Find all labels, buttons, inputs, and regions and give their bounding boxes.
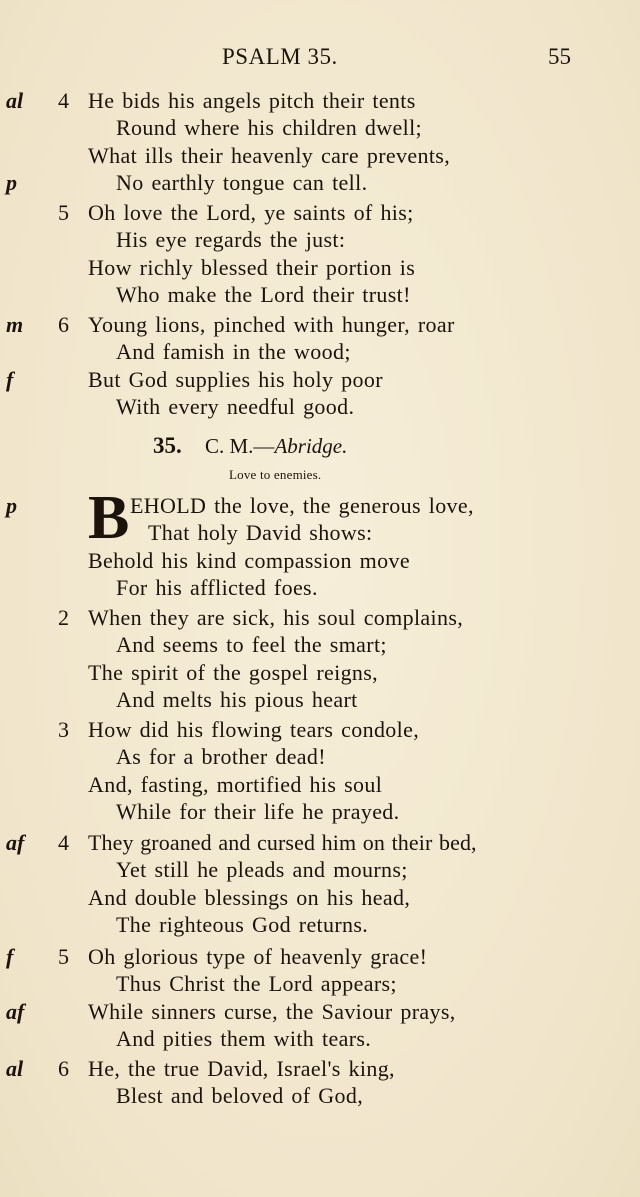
verse-line [0, 143, 640, 171]
verse-line [0, 367, 640, 395]
verse-text: They groaned and cursed him on their bed, [88, 830, 477, 855]
verse-text: As for a brother dead! [116, 744, 326, 769]
verse-text: Blest and beloved of God, [116, 1083, 364, 1108]
verse-line [0, 660, 640, 688]
verse-line [0, 944, 640, 972]
verse-text: Yet still he pleads and mourns; [116, 857, 408, 882]
stanza-number: 2 [58, 605, 69, 630]
verse-text: Behold his kind compassion move [88, 548, 410, 573]
hymn-meter [205, 434, 347, 459]
verse-line [0, 857, 640, 885]
verse-text: While sinners curse, the Saviour prays, [88, 999, 456, 1024]
verse-line [0, 1026, 640, 1054]
dynamics-mark: f [6, 367, 14, 392]
verse-line [0, 227, 640, 255]
verse-line [0, 799, 640, 827]
verse-line [0, 744, 640, 772]
verse-line [0, 632, 640, 660]
verse-line [0, 255, 640, 283]
verse-line [0, 394, 640, 422]
verse-text: But God supplies his holy poor [88, 367, 383, 392]
verse-text: EHOLD the love, the generous love, [130, 493, 474, 518]
verse-line [0, 575, 640, 603]
verse-text: What ills their heavenly care prevents, [88, 143, 451, 168]
verse-text: That holy David shows: [148, 520, 373, 545]
verse-text: And seems to feel the smart; [116, 632, 387, 657]
verse-text: Round where his children dwell; [116, 115, 423, 140]
verse-text: How did his flowing tears condole, [88, 717, 420, 742]
verse-text: And, fasting, mortified his soul [88, 772, 383, 797]
verse-text: Young lions, pinched with hunger, roar [88, 312, 455, 337]
verse-text: Oh glorious type of heavenly grace! [88, 944, 428, 969]
verse-line [0, 830, 640, 858]
verse-text: For his afflicted foes. [116, 575, 318, 600]
verse-line [0, 170, 640, 198]
meter-label: C. M.— [205, 434, 275, 458]
dynamics-mark: af [6, 830, 25, 855]
verse-text: With every needful good. [116, 394, 355, 419]
verse-text: And pities them with tears. [116, 1026, 372, 1051]
verse-line [0, 1056, 640, 1084]
verse-text: While for their life he prayed. [116, 799, 400, 824]
verse-text: The righteous God returns. [116, 912, 369, 937]
drop-cap-letter: B [88, 484, 130, 552]
verse-line [0, 687, 640, 715]
verse-line [0, 605, 640, 633]
verse-line [0, 493, 640, 521]
verse-text: How richly blessed their portion is [88, 255, 416, 280]
page-number: 55 [548, 44, 571, 69]
verse-text: And double blessings on his head, [88, 885, 411, 910]
verse-line [0, 520, 640, 548]
verse-line [0, 115, 640, 143]
verse-text: And famish in the wood; [116, 339, 351, 364]
stanza-number: 6 [58, 312, 69, 337]
dynamics-mark: af [6, 999, 25, 1024]
verse-text: He, the true David, Israel's king, [88, 1056, 395, 1081]
verse-text: No earthly tongue can tell. [116, 170, 368, 195]
stanza-number: 5 [58, 944, 69, 969]
verse-line [0, 999, 640, 1027]
page-header [0, 44, 640, 78]
running-head: PSALM 35. [222, 44, 338, 69]
hymn-heading [0, 433, 640, 463]
verse-text: The spirit of the gospel reigns, [88, 660, 379, 685]
stanza-number: 5 [58, 200, 69, 225]
verse-line [0, 971, 640, 999]
stanza-number: 3 [58, 717, 69, 742]
verse-line [0, 772, 640, 800]
verse-text: Thus Christ the Lord appears; [116, 971, 397, 996]
verse-text: His eye regards the just: [116, 227, 346, 252]
verse-line [0, 282, 640, 310]
verse-line [0, 339, 640, 367]
hymn-subtitle: Love to enemies. [229, 467, 322, 482]
verse-line [0, 200, 640, 228]
dynamics-mark: al [6, 88, 24, 113]
verse-text: He bids his angels pitch their tents [88, 88, 416, 113]
verse-line [0, 312, 640, 340]
dynamics-mark: f [6, 944, 14, 969]
verse-text: Oh love the Lord, ye saints of his; [88, 200, 414, 225]
meter-note: Abridge. [274, 434, 348, 458]
verse-text: And melts his pious heart [116, 687, 358, 712]
stanza-number: 4 [58, 88, 69, 113]
verse-text: Who make the Lord their trust! [116, 282, 411, 307]
verse-line [0, 1083, 640, 1111]
dynamics-mark: m [6, 312, 24, 337]
dynamics-mark: al [6, 1056, 24, 1081]
verse-text: When they are sick, his soul complains, [88, 605, 464, 630]
stanza-number: 6 [58, 1056, 69, 1081]
dynamics-mark: p [6, 170, 17, 195]
verse-line [0, 885, 640, 913]
verse-line [0, 548, 640, 576]
verse-line [0, 912, 640, 940]
verse-line [0, 717, 640, 745]
stanza-number: 4 [58, 830, 69, 855]
dynamics-mark: p [6, 493, 17, 518]
verse-line [0, 88, 640, 116]
hymn-number: 35. [153, 433, 182, 458]
